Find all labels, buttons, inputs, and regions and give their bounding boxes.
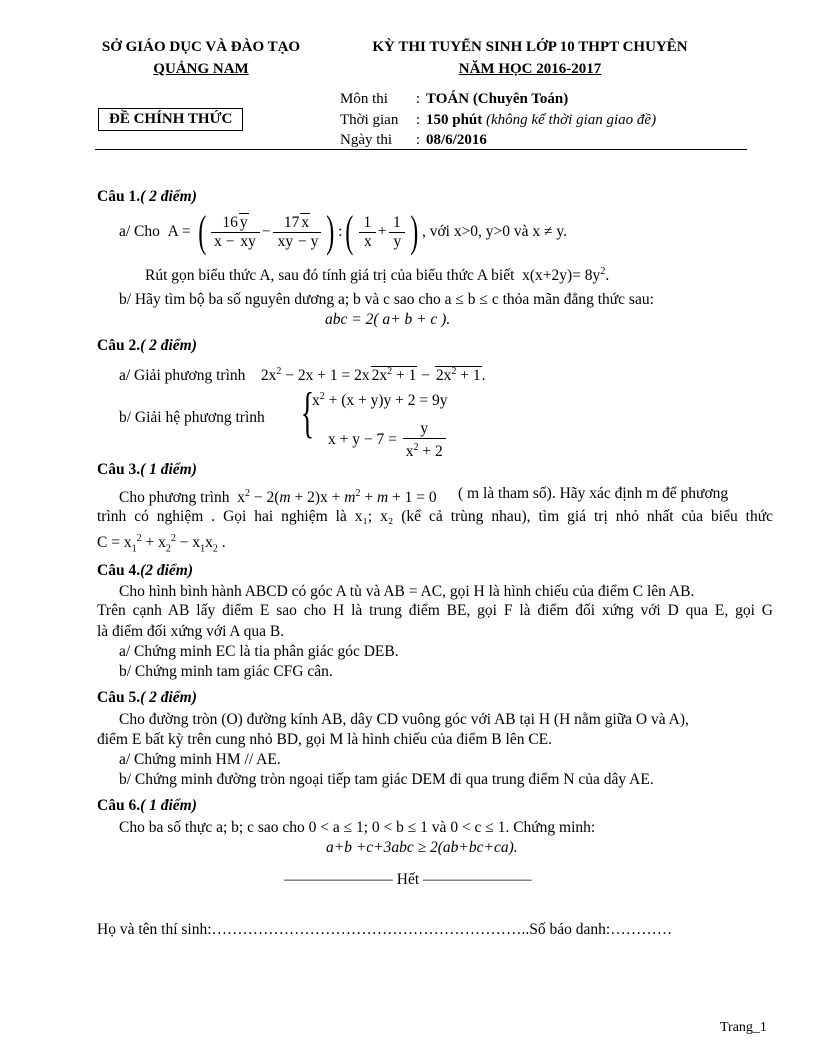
question-3-expression: $C = x_1^2 + x_2^2 - x_1x_2$ .: [97, 533, 226, 555]
question-1a-line2: Rút gọn biểu thức A, sau đó tính giá trị của biểu thức A biết $x(x+2y)= 8y^2$.: [145, 266, 610, 285]
official-exam-box: ĐỀ CHÍNH THỨC: [98, 108, 243, 131]
system-equation-2: x + y − 7 = $\frac{y}{x^2 + 2}$: [328, 420, 448, 461]
question-1a: a/ Cho A = ( $\frac{16 y}{x - xy}$ − $\frac{17 x}{xy - y}$ ) :( $\frac{1}{x}$ + $\frac{1}{y}$ ) , với x>0, y>0 và x ≠ y.: [119, 207, 568, 257]
question-3-line1-start: Cho phương trình $x^2 - 2(m + 2)x + m^2 + m + 1 = 0$: [119, 488, 437, 507]
system-brace: {: [300, 382, 315, 444]
question-4-title: Câu 4.(2 điểm): [97, 562, 194, 579]
question-5-title: Câu 5.( 2 điểm): [97, 689, 197, 706]
question-4-line3: là điểm đối xứng với A qua B.: [97, 623, 285, 640]
question-1-title: Câu 1.( 2 điểm): [97, 188, 197, 205]
question-1b: b/ Hãy tìm bộ ba số nguyên dương a; b và c sao cho a ≤ b ≤ c thỏa mãn đẳng thức sau:: [119, 291, 654, 308]
page-number: Trang_1: [720, 1020, 767, 1035]
exam-title: KỲ THI TUYỂN SINH LỚP 10 THPT CHUYÊN NĂM HỌC 2016-2017: [372, 39, 688, 77]
question-4b: b/ Chứng minh tam giác CFG cân.: [119, 663, 333, 680]
candidate-info-line: Họ và tên thí sinh:……………………………………………………..Số báo danh:…………: [97, 921, 673, 938]
question-3-title: Câu 3.( 1 điểm): [97, 461, 197, 478]
question-2-title: Câu 2.( 2 điểm): [97, 337, 197, 354]
question-2b: b/ Giải hệ phương trình: [119, 409, 265, 426]
question-6-inequality: a+b +c+3abc ≥ 2(ab+bc+ca).: [326, 839, 518, 856]
question-5a: a/ Chứng minh HM // AE.: [119, 751, 281, 768]
question-3-line2: trình có nghiệm . Gọi hai nghiệm là x₁; x₂ (kể cả trùng nhau), tìm giá trị nhỏ nhất của biểu thức: [97, 508, 773, 525]
department-name: SỞ GIÁO DỤC VÀ ĐÀO TẠO QUẢNG NAM: [101, 39, 301, 77]
question-2a: a/ Giải phương trình $2x^2 - 2x + 1 = 2x$ $2x^2 + 1 - 2x^2 + 1$.: [119, 366, 486, 385]
subject-row: Môn thi : TOÁN (Chuyên Toán): [340, 91, 569, 107]
question-4-line1: Cho hình bình hành ABCD có góc A tù và AB = AC, gọi H là hình chiếu của điểm C lên AB.: [119, 583, 695, 600]
question-6-line1: Cho ba số thực a; b; c sao cho 0 < a ≤ 1; 0 < b ≤ 1 và 0 < c ≤ 1. Chứng minh:: [119, 819, 596, 836]
question-3-line1-end: ( m là tham số). Hãy xác định m để phương: [458, 485, 729, 502]
question-5b: b/ Chứng minh đường tròn ngoại tiếp tam giác DEM đi qua trung điểm N của dây AE.: [119, 771, 654, 788]
question-5-line2: điểm E bất kỳ trên cung nhỏ BD, gọi M là hình chiếu của điểm B lên CE.: [97, 731, 553, 748]
question-1b-equation: abc = 2( a+ b + c ).: [325, 311, 451, 328]
end-marker: ——————— Hết ———————: [284, 871, 532, 888]
system-equation-1: $x^2 + (x + y)y + 2 = 9y$: [312, 391, 448, 410]
question-5-line1: Cho đường tròn (O) đường kính AB, dây CD vuông góc với AB tại H (H nằm giữa O và A),: [119, 711, 689, 728]
date-row: Ngày thi : 08/6/2016: [340, 132, 487, 148]
question-6-title: Câu 6.( 1 điểm): [97, 797, 197, 814]
question-4-line2: Trên cạnh AB lấy điểm E sao cho H là trung điểm BE, gọi F là điểm đối xứng với D qua E, gọi G: [97, 602, 773, 619]
time-row: Thời gian : 150 phút (không kể thời gian giao đề): [340, 112, 657, 128]
question-4a: a/ Chứng minh EC là tia phân giác góc DEB.: [119, 643, 399, 660]
header-divider: [95, 149, 747, 150]
